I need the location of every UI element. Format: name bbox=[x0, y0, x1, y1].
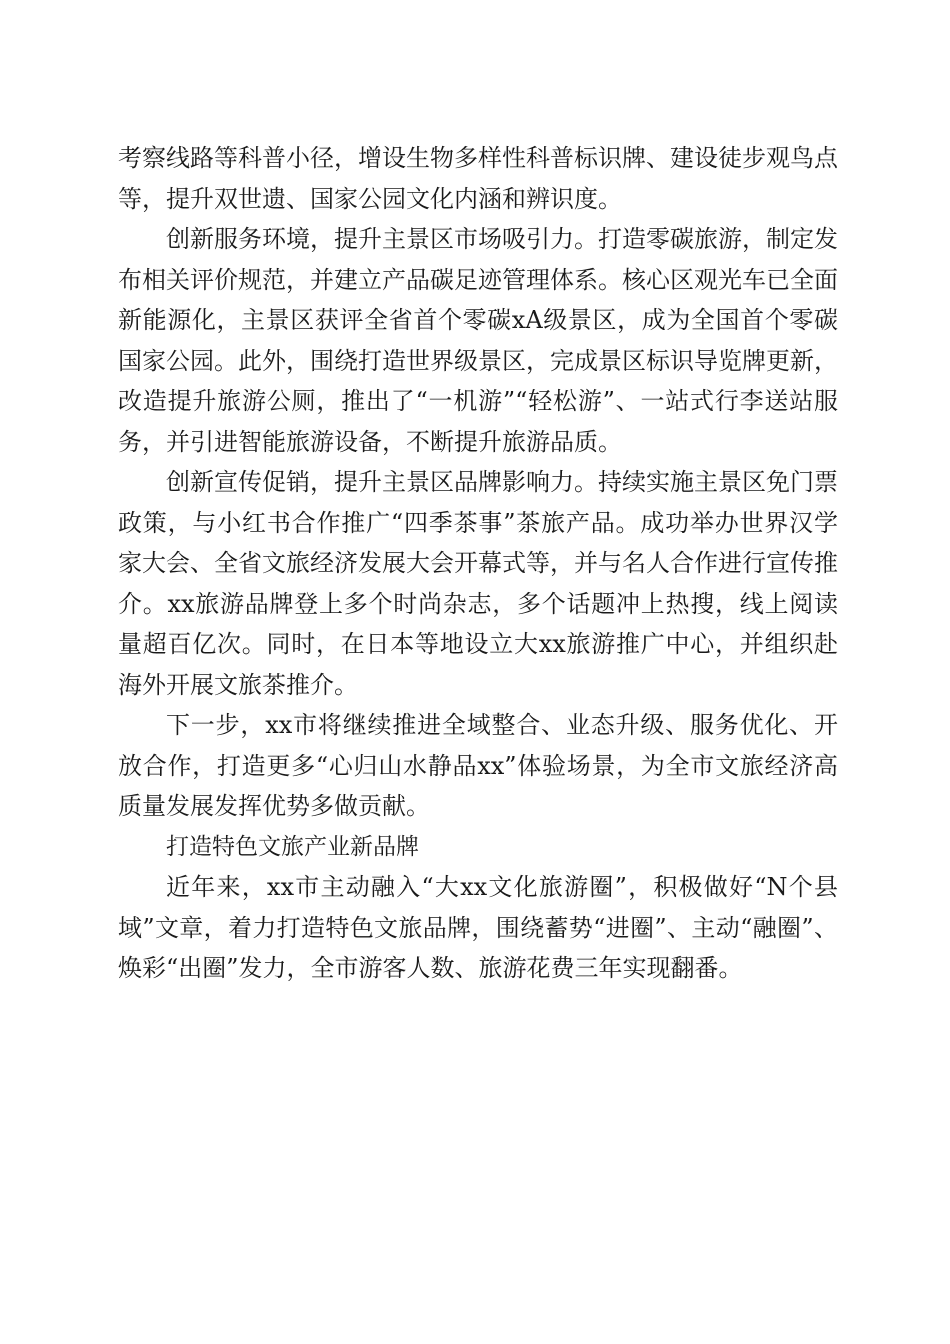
paragraph-continuation: 考察线路等科普小径，增设生物多样性科普标识牌、建设徒步观鸟点等，提升双世遗、国家公园文化内涵和辨识度。 bbox=[118, 144, 838, 213]
paragraph-service-environment: 创新服务环境，提升主景区市场吸引力。打造零碳旅游，制定发布相关评价规范，并建立产品碳足迹管理体系。核心区观光车已全面新能源化，主景区获评全省首个零碳xA级景区，成为全国首个零碳国家公园。此外，围绕打造世界级景区，完成景区标识导览牌更新，改造提升旅游公厕，推出了“一机游”“轻松游”、一站式行李送站服务，并引进智能旅游设备，不断提升旅游品质。 bbox=[118, 225, 838, 456]
section-title: 打造特色文旅产业新品牌 bbox=[166, 833, 419, 860]
paragraph-next-step: 下一步，xx市将继续推进全域整合、业态升级、服务优化、开放合作，打造更多“心归山水静品xx”体验场景，为全市文旅经济高质量发展发挥优势多做贡献。 bbox=[118, 711, 838, 820]
document-body bbox=[118, 138, 838, 989]
paragraph-promotion: 创新宣传促销，提升主景区品牌影响力。持续实施主景区免门票政策，与小红书合作推广“四季茶事”茶旅产品。成功举办世界汉学家大会、全省文旅经济发展大会开幕式等，并与名人合作进行宣传推介。xx旅游品牌登上多个时尚杂志，多个话题冲上热搜，线上阅读量超百亿次。同时，在日本等地设立大xx旅游推广中心，并组织赴海外开展文旅茶推介。 bbox=[118, 468, 838, 699]
paragraph-section-intro: 近年来，xx市主动融入“大xx文化旅游圈”，积极做好“N个县域”文章，着力打造特色文旅品牌，围绕蓄势“进圈”、主动“融圈”、焕彩“出圈”发力，全市游客人数、旅游花费三年实现翻番。 bbox=[118, 873, 838, 982]
